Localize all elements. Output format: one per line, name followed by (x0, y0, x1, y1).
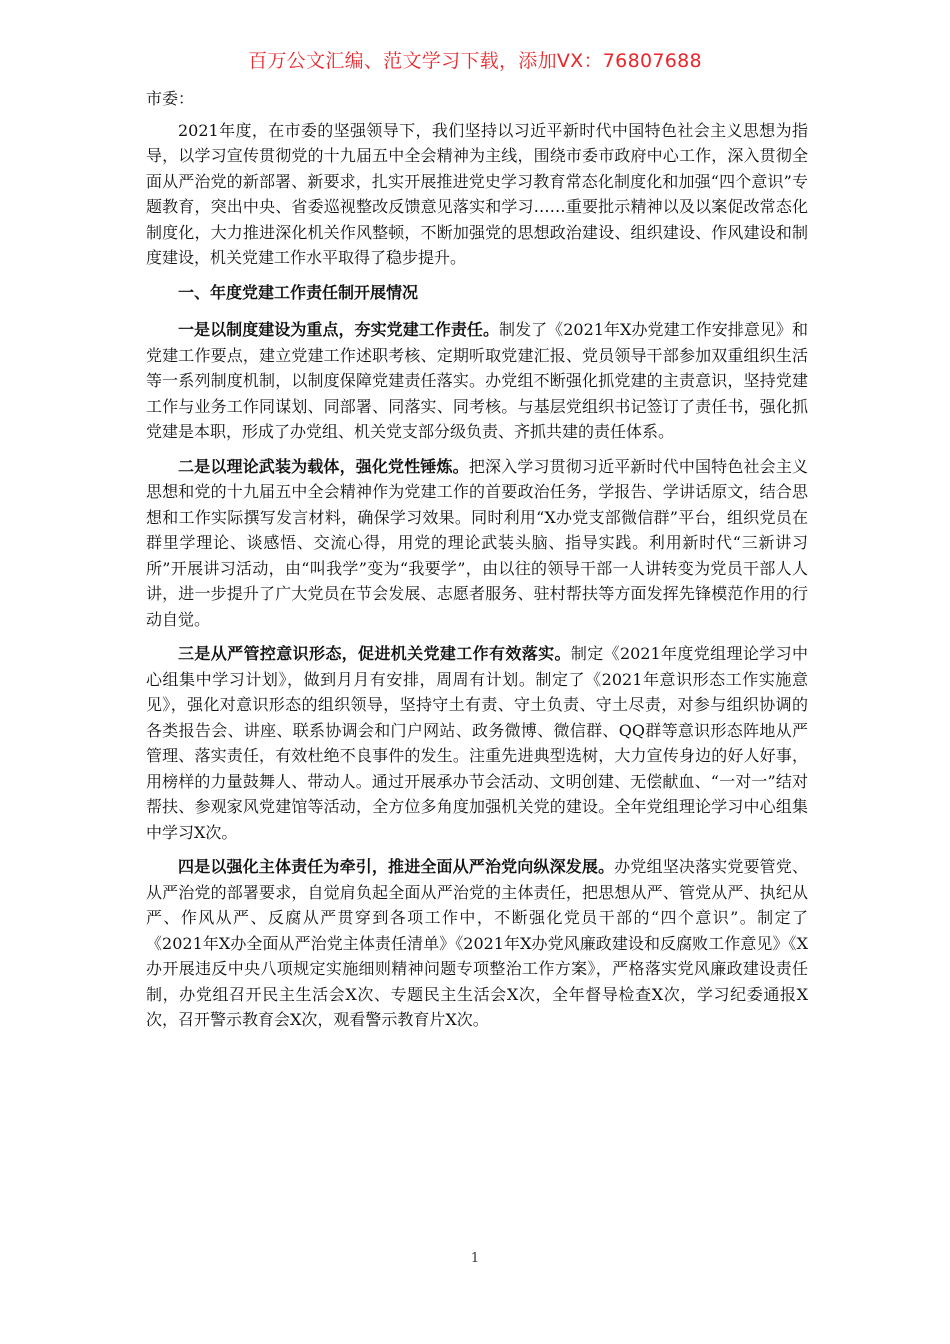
item-text-4: 办党组坚决落实党要管党、从严治党的部署要求，自觉肩负起全面从严治党的主体责任，把思想从严、管党从严、执纪从严、作风从严、反腐从严贯穿到各项工作中，不断强化党员干部的“四个意识”。制定了《2021年X办全面从严治党主体责任清单》《2021年X办党风廉政建设和反腐败工作意见》《X办开展违反中央八项规定实施细则精神问题专项整治工作方案》，严格落实党风廉政建设责任制，办党组召开民主生活会X次、专题民主生活会X次，全年督导检查X次，学习纪委通报X次，召开警示教育会X次，观看警示教育片X次。 (146, 857, 808, 1029)
header-banner: 百万公文汇编、范文学习下载，添加VX：76807688 (248, 50, 702, 72)
item-paragraph-4 (146, 854, 808, 1033)
salutation: 市委： (146, 89, 195, 108)
item-paragraph-3 (146, 641, 808, 845)
page-number: 1 (470, 1251, 480, 1266)
item-text-1: 制发了《2021年X办党建工作安排意见》和党建工作要点，建立党建工作述职考核、定期听取党建汇报、党员领导干部参加双重组织生活等一系列制度机制，以制度保障党建责任落实。办党组不断强化抓党建的主责意识，坚持党建工作与业务工作同谋划、同部署、同落实、同考核。与基层党组织书记签订了责任书，强化抓党建是本职，形成了办党组、机关党支部分级负责、齐抓共建的责任体系。 (146, 320, 808, 441)
section-heading: 一、年度党建工作责任制开展情况 (178, 282, 419, 302)
item-text-2: 把深入学习贯彻习近平新时代中国特色社会主义思想和党的十九届五中全会精神作为党建工作的首要政治任务，学报告、学讲话原文，结合思想和工作实际撰写发言材料，确保学习效果。同时利用“X办党支部微信群”平台，组织党员在群里学理论、谈感悟、交流心得，用党的理论武装头脑、指导实践。利用新时代“三新讲习所”开展讲习活动，由“叫我学”变为“我要学”，由以往的领导干部一人讲转变为党员干部人人讲，进一步提升了广大党员在节会发展、志愿者服务、驻村帮扶等方面发挥先锋模范作用的行动自觉。 (146, 456, 808, 629)
item-paragraph-1 (146, 317, 808, 445)
document-body (146, 86, 808, 1042)
item-lead-3: 三是从严管控意识形态，促进机关党建工作有效落实。 (178, 644, 571, 663)
item-lead-1: 一是以制度建设为重点，夯实党建工作责任。 (178, 320, 500, 339)
item-lead-2: 二是以理论武装为载体，强化党性锤炼。 (178, 456, 469, 476)
item-lead-4: 四是以强化主体责任为牵引，推进全面从严治党向纵深发展。 (178, 857, 615, 876)
item-paragraph-2 (146, 454, 808, 633)
item-text-3: 制定《2021年度党组理论学习中心组集中学习计划》，做到月月有安排，周周有计划。制定了《2021年意识形态工作实施意见》，强化对意识形态的组织领导，坚持守土有责、守土负责、守土尽责，对参与组织协调的各类报告会、讲座、联系协调会和门户网站、政务微博、微信群、QQ群等意识形态阵地从严管理、落实责任，有效杜绝不良事件的发生。注重先进典型选树，大力宣传身边的好人好事，用榜样的力量鼓舞人、带动人。通过开展承办节会活动、文明创建、无偿献血、“一对一”结对帮扶、参观家风党建馆等活动，全方位多角度加强机关党的建设。全年党组理论学习中心组集中学习X次。 (146, 644, 808, 842)
intro-paragraph: 2021年度，在市委的坚强领导下，我们坚持以习近平新时代中国特色社会主义思想为指导，以学习宣传贯彻党的十九届五中全会精神为主线，围绕市委市政府中心工作，深入贯彻全面从严治党的新部署、新要求，扎实开展推进党史学习教育常态化制度化和加强“四个意识”专题教育，突出中央、省委巡视整改反馈意见落实和学习……重要批示精神以及以案促改常态化制度化，大力推进深化机关作风整顿，不断加强党的思想政治建设、组织建设、作风建设和制度建设，机关党建工作水平取得了稳步提升。 (146, 120, 808, 267)
